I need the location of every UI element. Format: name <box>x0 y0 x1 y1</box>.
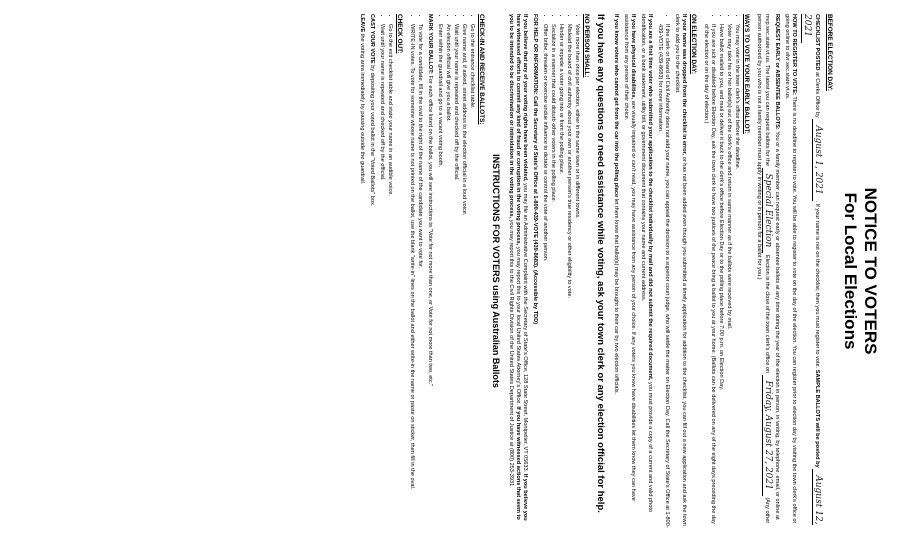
request-election-handwritten: Special Election <box>762 168 773 254</box>
physical-disabilities <box>622 14 636 528</box>
request-text: You or a family member can request early or absentee ballots at any time during the year of the election in person, in writing, by telephone, email, or online at mvp.sec.state.vt.us. The latest you can request ballots for the <box>764 14 781 520</box>
cast-text: by depositing your voted ballot in the "Voted Ballots" box. <box>369 65 376 207</box>
ways-to-vote-heading: WAYS TO VOTE YOUR EARLY BALLOT: <box>743 14 751 134</box>
how-to-register <box>783 14 797 528</box>
cast-lead: CAST YOUR VOTE <box>369 14 376 64</box>
intimidation-lead: If you have witnessed actions that seem to you to be intended to be discrimination or intimidation in the voting process, <box>508 14 522 520</box>
leave-lead: LEAVE <box>359 14 366 33</box>
leave-area <box>358 14 365 528</box>
list-item: • Offer bribe, threaten or exercise undue influence to dictate or control the vote of another person. <box>541 24 548 528</box>
mark-ballot <box>426 14 433 528</box>
leave-text: the voting area immediately by passing outside the guardrail. <box>359 33 366 185</box>
list-item: • Wait until your name is repeated and checked off by the official. <box>452 24 459 528</box>
car-voters <box>612 14 619 528</box>
dropped-text: or has not been added even though you submitted a timely application for addition to the checklist, you can fill out a new application and ask the town clerk to add you to the checklist. <box>674 14 688 526</box>
request-ballots <box>755 14 780 528</box>
mark-lead: MARK YOUR BALLOT: <box>427 14 434 74</box>
checkin-list <box>436 14 475 528</box>
list-item: • WRITE-IN votes. To vote for someone whose name is not printed on the ballot, use the blank "write-in" lines on the ballot and either write-in the name or paste on sticker, then fill in the oval. <box>408 24 415 528</box>
intimidation-text: you may report this to the Civil Rights Division of the United States Department of Justice at (800) 253-3931. <box>508 219 515 488</box>
instructions-heading: INSTRUCTIONS FOR VOTERS using Australian Ballots <box>491 154 502 388</box>
list-item: • Give name and, if asked, street address to the election official in a loud voice. <box>460 24 467 528</box>
request-text-3: (Any other person authorized by you who is not a family member must apply in writing or in person for a ballot for you.) <box>756 14 771 524</box>
sample-ballots-date-handwritten: August 12, 2021 <box>801 14 823 525</box>
checkin-heading: CHECK-IN AND RECEIVE BALLOTS: <box>477 14 485 125</box>
list-item: • Go to the exit checklist table and state your name in an audible voice. <box>386 24 393 528</box>
list-item: • Go to the entrance checklist table. <box>468 24 475 528</box>
register-lead: HOW TO REGISTER TO VOTE: <box>791 14 798 95</box>
dropped-lead: If your name was dropped from the checklist in error, <box>681 14 688 156</box>
on-election-day-heading: ON ELECTION DAY: <box>690 14 698 75</box>
car-lead: If you know voters who cannot get from the car into the polling place <box>613 14 620 198</box>
list-item: • Voter may take his or her ballot(s) out of the clerk's office and return in same manner as if the ballots were received by mail. <box>725 24 732 528</box>
mark-text: For each office listed on the ballot, you will see instructions to "Vote for not more than one, or Vote for not more than two, etc." <box>427 75 434 387</box>
first-time-voter <box>639 14 653 528</box>
request-date-handwritten: Friday, August 27, 2021 <box>762 375 773 496</box>
rights-text: you may file an Administrative Complaint with the Secretary of State's Office, 128 State Street, Montpelier, VT 05633. <box>522 183 529 473</box>
list-item: • Vote more than once per election, either in the same town or in different towns. <box>573 24 580 528</box>
checkout-list <box>378 14 393 528</box>
checklist-posted <box>800 14 823 528</box>
ways-list <box>702 14 740 528</box>
no-person-list <box>541 14 580 528</box>
list-item: • Have ballot mailed to you, and mail or deliver it back to the clerk's office before Election Day or to the polling place before 7:00 p.m. on Election Day. <box>717 24 724 528</box>
first-time-text: you must provide a copy of a current and valid photo identification, or a bank statement, utility bill, or government document that contains your name and current address. <box>640 14 654 512</box>
register-text: There is no deadline to register to vote. You will be able to register to vote on the day of the election. You can register prior to election day by visiting the town clerk's office or going online to olvr.sec.state.vt.us. <box>784 14 798 524</box>
list-item: • Socialize in a manner that could disturb other voters in the polling place. <box>549 24 556 528</box>
fraud-text: you may report this to your local United States Attorney's Office. <box>515 246 522 405</box>
fraud-lead: If you believe you have witnessed efforts to commit any kind of fraud or corruption in the voting process, <box>515 14 529 521</box>
car-text: let them know that ballot(s) may be brought to their car by two election officials. <box>613 198 620 395</box>
rights-lead: If you believe that any of your voting rights have been violated, <box>522 14 529 182</box>
list-item: • Wait until your name is repeated and checked off by the official. <box>378 24 385 528</box>
cast-vote <box>368 14 375 528</box>
title-line-2: For Local Elections <box>841 192 861 350</box>
list-item: • If the clerk or Board of Civil Authority does not add your name, you can appeal the decision to a superior court judge, who will settle the matter on Election Day. Call the Secretary of State's Office at 1-800-439-VOTE (439-8683) for more information. <box>656 24 670 528</box>
list-item: • Enter within the guardrail and go to a vacant voting booth. <box>436 24 443 528</box>
physical-lead: If you have physical disabilities, <box>630 14 637 100</box>
request-text-2: Election is the close of the town clerk's office on <box>764 254 771 374</box>
list-item: • An election official will give you a ballot. <box>444 24 451 528</box>
before-election-heading: BEFORE ELECTION DAY: <box>825 14 833 92</box>
assistance-notice: If you have any questions or need assistance while voting, ask your town clerk or any election official for help. <box>595 14 607 513</box>
checkout-heading: CHECK OUT: <box>396 14 404 54</box>
checklist-after: . If your name is not on the checklist, then you must register to vote. <box>813 200 820 369</box>
physical-text: are visually impaired or can't read, you may have assistance from any person of your choice. If any voters you know have disabilities let them know they can have assistance from any person of their choice. <box>623 14 637 501</box>
mark-list <box>408 14 423 528</box>
dropped-from-checklist <box>673 14 687 528</box>
sample-ballots-lead: SAMPLE BALLOTS will be posted by <box>813 369 820 468</box>
list-item: • If you are sick or disabled before Election Day, ask the town clerk to have two justices of the peace bring a ballot to you at your home. (Ballots can be delivered on any of the eight days preceding the day of the election or on the day of election.) <box>702 24 716 528</box>
help-text: Call the Secretary of State's Office at 1-800-439-VOTE (439-8683). (Accessible by TDD) <box>532 96 539 325</box>
checklist-date-handwritten: August 1, 2021 <box>812 119 823 200</box>
dropped-list <box>656 14 670 528</box>
title-line-1: NOTICE TO VOTERS <box>861 187 880 355</box>
first-time-lead: If you are a first time voter who submitted your application to the checklist individually by mail and did not submit the required document, <box>647 14 654 381</box>
list-item: • Mislead the board of civil authority about your own or another person's true residency or other eligibility to vote. <box>565 24 572 528</box>
list-item: • You may vote in the town clerk's office before the deadline. <box>733 24 740 528</box>
checklist-text: at Clerks Office by <box>813 72 820 118</box>
notice-title <box>841 14 880 528</box>
list-item: • Hinder or impede a voter going into or from the polling place. <box>557 24 564 528</box>
list-item: • To vote for a candidate, fill in the oval to the right of the name of the candidate you want to vote for. <box>416 24 423 528</box>
no-person-heading: NO PERSON SHALL: <box>583 14 591 78</box>
help-information <box>531 14 538 528</box>
checklist-lead: CHECKLIST POSTED <box>813 14 820 71</box>
help-lead: FOR HELP OR INFORMATION: <box>532 14 539 95</box>
voting-rights <box>507 14 528 528</box>
request-lead: REQUEST EARLY or ABSENTEE BALLOTS: <box>774 14 781 130</box>
